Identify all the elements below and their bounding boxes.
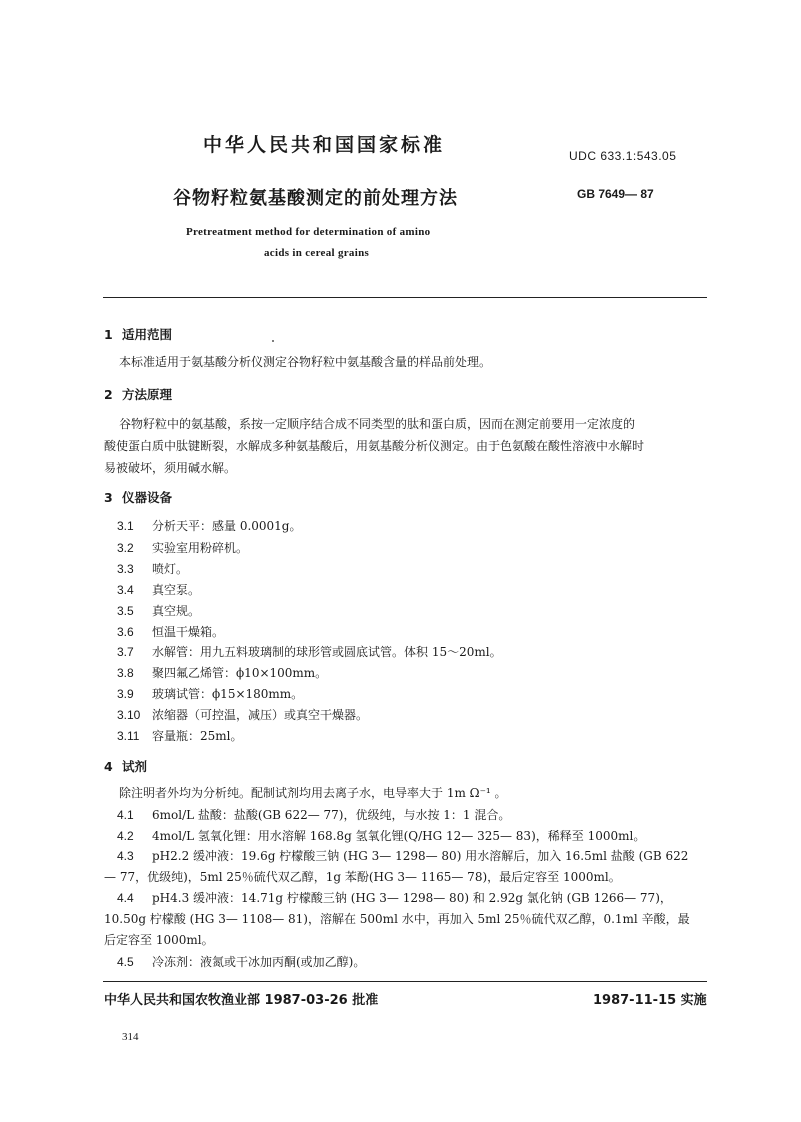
footer-divider xyxy=(103,981,707,982)
list-item: 3.8 聚四氟乙烯管：ϕ10×100mm。 xyxy=(117,666,328,680)
gb-code: GB 7649— 87 xyxy=(577,187,654,201)
list-item: 4.1 6mol/L 盐酸：盐酸(GB 622— 77)，优级纯，与水按 1：1 混合。 xyxy=(117,808,511,822)
list-item: 3.7 水解管：用九五料玻璃制的球形管或圆底试管。体积 15～20ml。 xyxy=(117,645,502,659)
list-item: 3.1 分析天平：感量 0.0001g。 xyxy=(117,519,302,533)
list-item: 3.9 玻璃试管：ϕ15×180mm。 xyxy=(117,687,304,701)
udc-code: UDC 633.1:543.05 xyxy=(569,149,677,163)
list-item: 4.5 冷冻剂：液氮或干冰加丙酮(或加乙醇)。 xyxy=(117,955,366,969)
section-2-line-2: 酸使蛋白质中肽键断裂，水解成多种氨基酸后，用氨基酸分析仪测定。由于色氨酸在酸性溶液中水解时 xyxy=(104,439,645,453)
section-number: 2 xyxy=(104,387,113,402)
header-divider xyxy=(103,297,707,298)
list-item: 3.2 实验室用粉碎机。 xyxy=(117,541,249,555)
list-item: 3.3 喷灯。 xyxy=(117,562,189,576)
list-item-continuation: 后定容至 1000ml。 xyxy=(104,933,214,947)
page-number: 314 xyxy=(122,1031,139,1043)
section-4-intro: 除注明者外均为分析纯。配制试剂均用去离子水，电导率大于 1m Ω⁻¹ 。 xyxy=(119,786,507,800)
section-title: 仪器设备 xyxy=(122,490,173,505)
section-number: 3 xyxy=(104,490,113,505)
scan-speck xyxy=(272,340,274,342)
section-title: 方法原理 xyxy=(122,387,173,402)
section-title: 试剂 xyxy=(122,759,148,774)
section-title: 适用范围 xyxy=(122,327,173,342)
organization-title: 中华人民共和国国家标准 xyxy=(203,134,446,156)
section-2-line-3: 易被破坏，须用碱水解。 xyxy=(104,461,237,475)
list-item: 3.10 浓缩器（可控温，减压）或真空干燥器。 xyxy=(117,708,369,722)
list-item: 4.4 pH4.3 缓冲液：14.71g 柠檬酸三钠 (HG 3— 1298— 80) 和 2.92g 氯化钠 (GB 1266— 77)， xyxy=(117,891,672,905)
english-title-line-2: acids in cereal grains xyxy=(264,247,370,259)
list-item: 4.3 pH2.2 缓冲液：19.6g 柠檬酸三钠 (HG 3— 1298— 80) 用水溶解后，加入 16.5ml 盐酸 (GB 622 xyxy=(117,849,689,863)
document-title: 谷物籽粒氨基酸测定的前处理方法 xyxy=(173,188,458,209)
list-item: 3.6 恒温干燥箱。 xyxy=(117,625,225,639)
list-item: 3.11 容量瓶：25ml。 xyxy=(117,729,243,743)
section-number: 4 xyxy=(104,759,113,774)
section-3-heading xyxy=(104,488,172,506)
section-1-paragraph: 本标准适用于氨基酸分析仪测定谷物籽粒中氨基酸含量的样品前处理。 xyxy=(119,355,492,369)
section-number: 1 xyxy=(104,327,113,342)
list-item-continuation: — 77，优级纯)，5ml 25％硫代双乙醇，1g 苯酚(HG 3— 1165— 78)，最后定容至 1000ml。 xyxy=(104,870,621,884)
list-item: 3.5 真空规。 xyxy=(117,604,201,618)
list-item-continuation: 10.50g 柠檬酸 (HG 3— 1108— 81)，溶解在 500ml 水中，再加入 5ml 25％硫代双乙醇，0.1ml 辛酸，最 xyxy=(104,912,690,926)
section-2-line-1: 谷物籽粒中的氨基酸，系按一定顺序结合成不同类型的肽和蛋白质，因而在测定前要用一定浓度的 xyxy=(119,417,636,431)
section-1-heading xyxy=(104,325,172,343)
section-2-heading xyxy=(104,385,172,403)
approval-line: 中华人民共和国农牧渔业部 1987-03-26 批准 xyxy=(104,993,379,1008)
list-item: 3.4 真空泵。 xyxy=(117,583,201,597)
list-item: 4.2 4mol/L 氢氧化锂：用水溶解 168.8g 氢氧化锂(Q/HG 12— 325— 83)，稀释至 1000ml。 xyxy=(117,829,646,843)
section-4-heading xyxy=(104,757,147,775)
effective-date: 1987-11-15 实施 xyxy=(593,993,707,1008)
english-title-line-1: Pretreatment method for determination of amino xyxy=(186,226,431,238)
